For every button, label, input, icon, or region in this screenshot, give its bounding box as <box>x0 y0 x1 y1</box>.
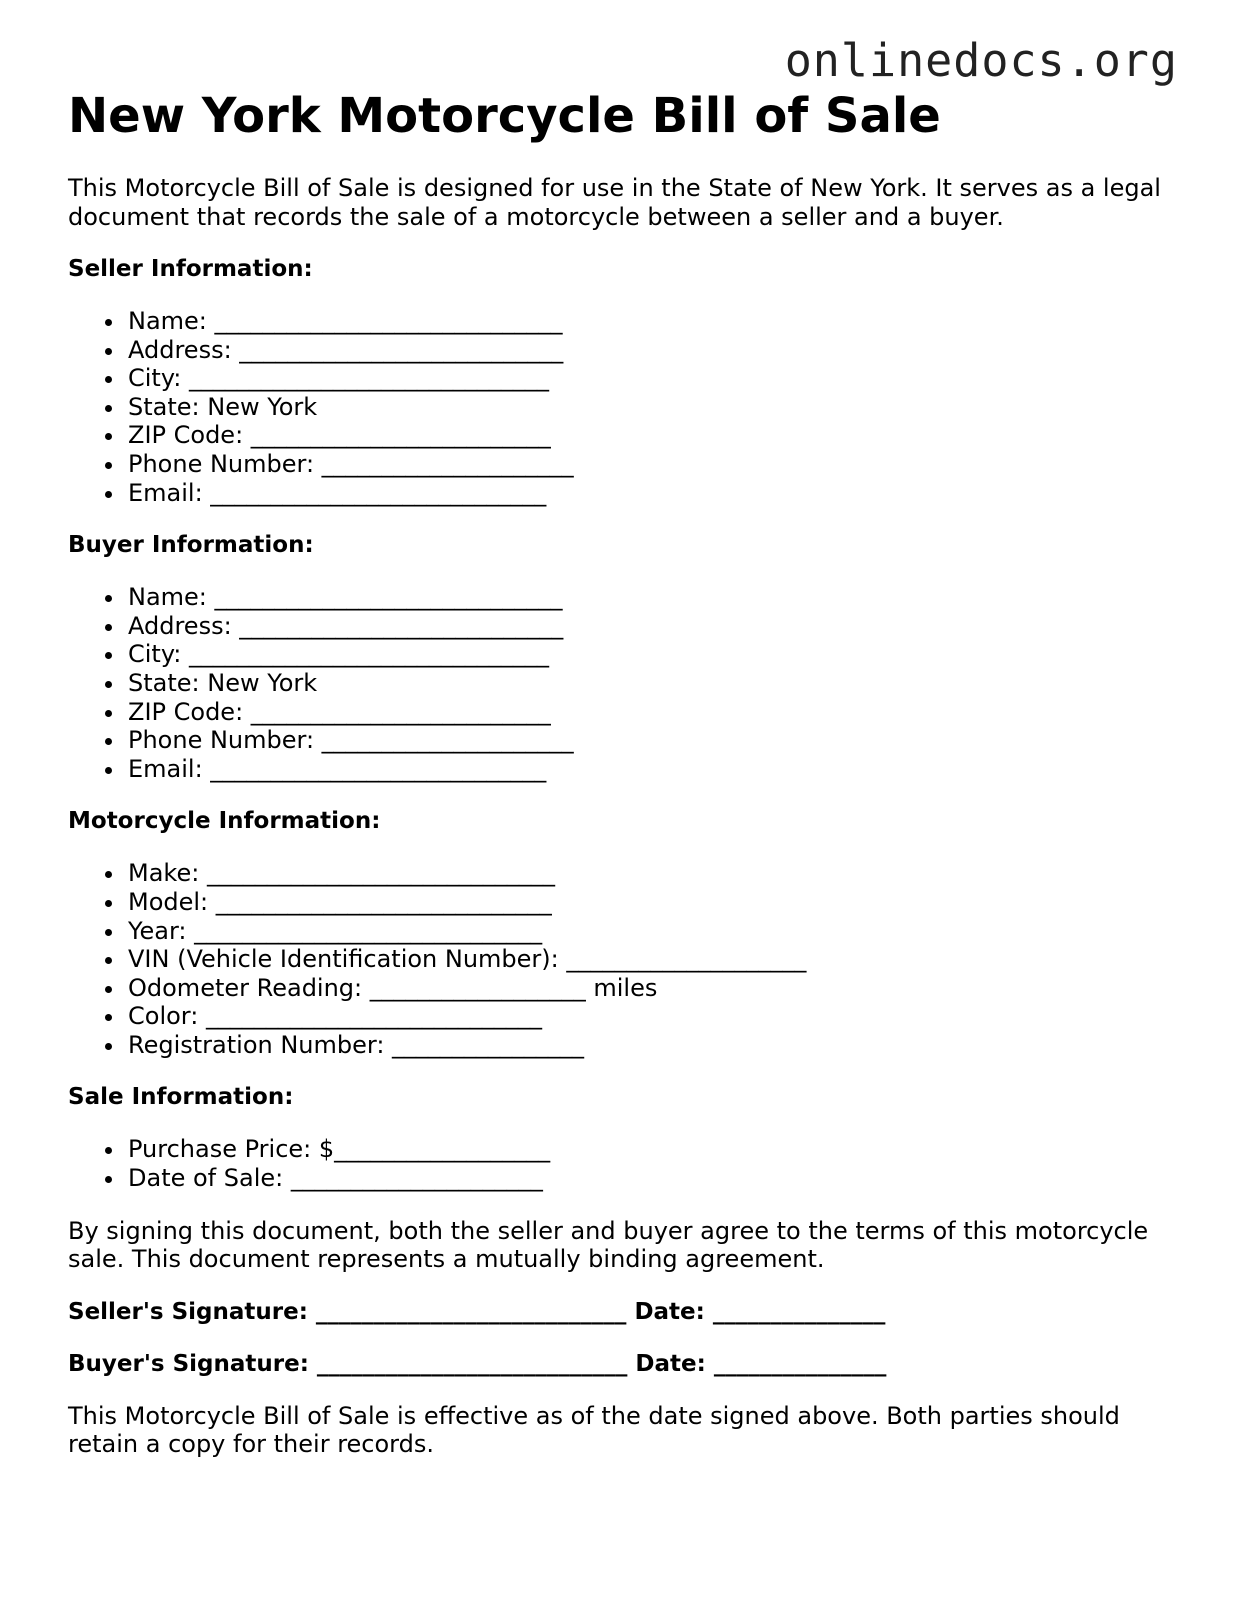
buyer-signature-line: Buyer's Signature: ___________________________ Date: _______________ <box>68 1350 887 1377</box>
seller-heading: Seller Information: <box>68 256 313 282</box>
document-title: New York Motorcycle Bill of Sale <box>68 88 941 144</box>
seller-phone-field: Phone Number: _____________________ <box>128 450 1178 479</box>
buyer-list <box>68 583 1178 783</box>
document-body <box>68 86 1178 1459</box>
buyer-phone-field: Phone Number: _____________________ <box>128 726 1178 755</box>
buyer-state-field: State: New York <box>128 669 1178 698</box>
seller-zip-field: ZIP Code: _________________________ <box>128 421 1178 450</box>
motorcycle-make-field: Make: _____________________________ <box>128 859 1178 888</box>
motorcycle-odometer-field: Odometer Reading: __________________ miles <box>128 974 1178 1003</box>
buyer-city-field: City: ______________________________ <box>128 640 1178 669</box>
buyer-address-field: Address: ___________________________ <box>128 612 1178 641</box>
sale-list <box>68 1135 1178 1192</box>
sale-date-field: Date of Sale: _____________________ <box>128 1164 1178 1193</box>
buyer-heading: Buyer Information: <box>68 532 314 559</box>
intro-paragraph: This Motorcycle Bill of Sale is designed for use in the State of New York. It serves as a legal document that records the sale of a motorcycle between a seller and a buyer. <box>68 174 1161 231</box>
buyer-zip-field: ZIP Code: _________________________ <box>128 698 1178 727</box>
seller-list <box>68 307 1178 507</box>
sale-heading: Sale Information: <box>68 1084 294 1111</box>
seller-state-field: State: New York <box>128 393 1178 422</box>
motorcycle-vin-field: VIN (Vehicle Identification Number): ____________________ <box>128 945 1178 974</box>
motorcycle-list <box>68 859 1178 1059</box>
sale-price-field: Purchase Price: $__________________ <box>128 1135 1178 1164</box>
motorcycle-color-field: Color: ____________________________ <box>128 1002 1178 1031</box>
seller-signature-line: Seller's Signature: ___________________________ Date: _______________ <box>68 1298 886 1325</box>
buyer-name-field: Name: _____________________________ <box>128 583 1178 612</box>
buyer-email-field: Email: ____________________________ <box>128 755 1178 784</box>
closing-paragraph: This Motorcycle Bill of Sale is effective as of the date signed above. Both parties should retain a copy for their records. <box>68 1401 1120 1459</box>
motorcycle-heading: Motorcycle Information: <box>68 808 381 835</box>
seller-email-field: Email: ____________________________ <box>128 479 1178 508</box>
seller-address-field: Address: ___________________________ <box>128 336 1178 365</box>
motorcycle-year-field: Year: _____________________________ <box>128 917 1178 946</box>
motorcycle-registration-field: Registration Number: ________________ <box>128 1031 1178 1060</box>
motorcycle-model-field: Model: ____________________________ <box>128 888 1178 917</box>
agreement-paragraph: By signing this document, both the seller and buyer agree to the terms of this motorcycle sale. This document represents a mutually binding agreement. <box>68 1216 1149 1274</box>
seller-name-field: Name: _____________________________ <box>128 307 1178 336</box>
seller-city-field: City: ______________________________ <box>128 364 1178 393</box>
watermark: onlinedocs.org <box>784 34 1178 87</box>
